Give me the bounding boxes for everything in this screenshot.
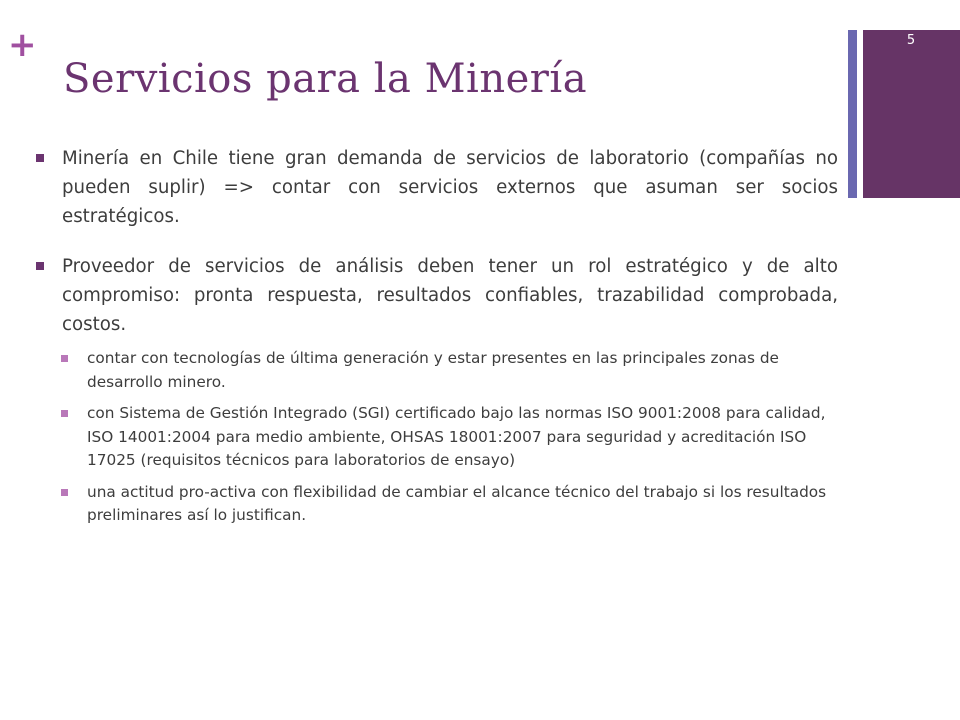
square-bullet-icon xyxy=(61,410,68,417)
bullet-text: Proveedor de servicios de análisis deben tener un rol estratégico y de alto compromiso: pronta respuesta, resultados confiables, trazabilidad comprobada, costos. xyxy=(62,256,838,335)
sub-bullet-item xyxy=(61,347,838,394)
slide-number: 5 xyxy=(906,33,916,48)
plus-icon: + xyxy=(8,25,37,65)
sub-bullet-item xyxy=(61,481,838,528)
sub-bullet-text: con Sistema de Gestión Integrado (SGI) certificado bajo las normas ISO 9001:2008 para calidad, ISO 14001:2004 para medio ambiente, OHSAS 18001:2007 para seguridad y acreditación ISO 17025 (requisitos técnicos para laboratorios de ensayo) xyxy=(87,404,826,469)
sub-bullet-text: una actitud pro-activa con flexibilidad de cambiar el alcance técnico del trabajo si los resultados preliminares así lo justifican. xyxy=(87,482,827,524)
square-bullet-icon xyxy=(61,355,68,362)
sub-bullet-item xyxy=(61,402,838,473)
square-bullet-icon xyxy=(36,262,44,270)
square-bullet-icon xyxy=(36,154,44,162)
sub-bullet-list xyxy=(36,347,838,528)
accent-bar-thick xyxy=(863,30,960,198)
sub-bullet-text: contar con tecnologías de última generación y estar presentes en las principales zonas de desarrollo minero. xyxy=(87,349,779,391)
accent-bar-thin xyxy=(848,30,857,198)
slide-body xyxy=(36,144,838,536)
slide-title: Servicios para la Minería xyxy=(63,56,588,102)
bullet-item xyxy=(36,144,838,231)
bullet-item xyxy=(36,252,838,339)
bullet-text: Minería en Chile tiene gran demanda de servicios de laboratorio (compañías no pueden suplir) => contar con servicios externos que asuman ser socios estratégicos. xyxy=(62,148,838,227)
square-bullet-icon xyxy=(61,489,68,496)
